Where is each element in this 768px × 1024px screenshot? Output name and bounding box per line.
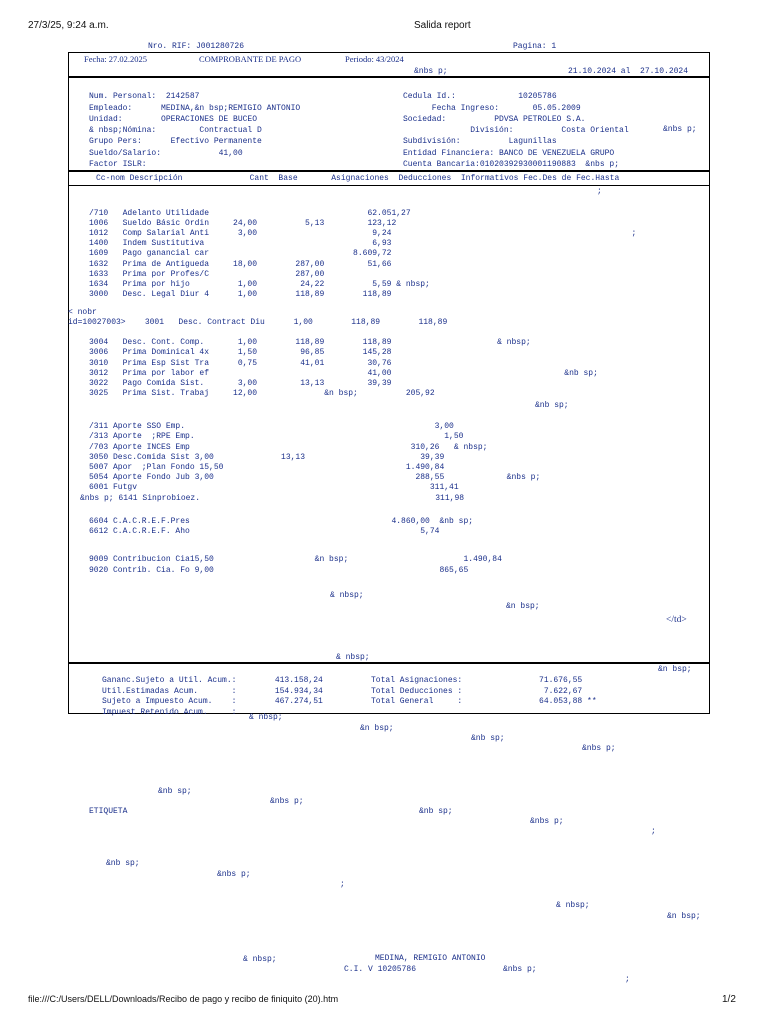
totals-line: Impuest Retenido Acum. : (102, 708, 237, 718)
employee-line: Subdivisión: Lagunillas (403, 137, 557, 147)
employee-line: Cedula Id.: 10205786 (403, 92, 557, 102)
table-row: /710 Adelanto Utilidade 62.051,27 (89, 209, 411, 219)
employee-line: & nbsp;Nómina: Contractual D (89, 126, 262, 136)
table-row: 3022 Pago Comida Sist. 3,00 13,13 39,39 (89, 379, 392, 389)
totals-line: Total Deducciones : 7.622,67 (371, 686, 583, 696)
table-row: 1633 Prima por Profes/C 287,00 (89, 269, 325, 279)
table-row: /311 Aporte SSO Emp. 3,00 (89, 422, 454, 432)
employee-info-left (89, 80, 300, 182)
table-row: 1634 Prima por hijo 1,00 24,22 5,59 & nbsp; (89, 279, 430, 289)
table-row: 1632 Prima de Antiguedа 18,00 287,00 51,66 (89, 259, 392, 269)
table-row: 5054 Aporte Fondo Jub 3,00 288,55 &nbs p; (89, 473, 541, 483)
pay-period: Periodo: 43/2024 (345, 54, 404, 64)
table-row: 1006 Sueldo Básic Ordin 24,00 5,13 123,12 (89, 219, 397, 229)
nbsp-fragment: &nb sp; (106, 859, 140, 868)
table-row: 9020 Contrib. Cia. Fo 9,00 865,65 (89, 566, 469, 575)
employee-line: Entidad Financiera: BANCO DE VENEZUELA GRUPO (403, 148, 615, 158)
table-row: 6001 Futgv 311,41 (89, 483, 459, 493)
nbsp-fragment: &nbs p; (530, 817, 564, 826)
nbsp-fragment: &n bsp; (658, 665, 692, 674)
nbsp-fragment: &nbs p; (414, 67, 448, 76)
nbsp-fragment: &nbs p; (582, 744, 616, 753)
stray-fragment: ; (597, 187, 602, 196)
nbsp-fragment: &n bsp; (360, 724, 394, 733)
employee-line: Factor ISLR: (89, 160, 147, 170)
label-etiqueta: ETIQUETA (89, 807, 128, 816)
employee-line: Cuenta Bancaria:01020392930001190883 &nbs p; (403, 160, 620, 170)
stray-fragment: ; (625, 975, 630, 984)
loan-rows (89, 507, 473, 548)
employee-line: Sueldo/Salario: 41,00 (89, 148, 243, 158)
employee-line: Sociedad: PDVSA PETROLEO S.A. (403, 114, 586, 124)
nbsp-fragment: &n bsp; (506, 602, 540, 611)
table-row: 3012 Prima por labor ef 41,00 &nb sp; (89, 368, 598, 378)
totals-line: Gananc.Sujeto a Util. Acum.: 413.158,24 (102, 675, 323, 685)
employee-id: C.I. V 10205786 (344, 965, 417, 974)
totals-line: Total General : 64.053,88 ** (371, 697, 597, 707)
table-row: 1012 Comp Salarial Anti 3,00 9,24 ; (89, 229, 637, 239)
concept-rows-2 (89, 328, 598, 410)
nbsp-fragment: &n bsp; (667, 912, 701, 921)
rif-number: Nro. RIF: J001280726 (148, 42, 245, 51)
table-row: 3025 Prima Sist. Trabaj 12,00 &n bsp; 205,92 (89, 389, 435, 399)
nbsp-fragment: & nbsp; (336, 653, 370, 662)
totals-right (371, 665, 597, 719)
print-url: file:///C:/Users/DELL/Downloads/Recibo de pago y recibo de finiquito (20).htm (28, 994, 339, 1004)
nbsp-fragment: &nbs p; (217, 870, 251, 879)
table-row: /703 Aporte INCES Emp 310,26 & nbsp; (89, 442, 488, 452)
totals-line: Util.Estimadas Acum. : 154.934,34 (102, 686, 323, 696)
nbsp-fragment: &nbs p; (270, 797, 304, 806)
stray-fragment: ; (340, 880, 345, 889)
nbsp-fragment: &nbs p; (663, 125, 697, 134)
nbsp-fragment: & nbsp; (249, 713, 283, 722)
employee-signature-name: MEDINA, REMIGIO ANTONIO (375, 954, 486, 963)
table-row: 3004 Desc. Cont. Comp. 1,00 118,89 118,89 & nbsp; (89, 338, 531, 348)
table-row: 6612 C.A.C.R.E.F. Aho 5,74 (89, 527, 440, 537)
table-header-divider (68, 185, 709, 186)
employee-line: División: Costa Oriental (403, 126, 629, 136)
issue-date: Fecha: 27.02.2025 (84, 54, 148, 64)
employee-line: Grupo Pers: Efectivo Permanente (89, 137, 262, 147)
table-row: 5007 Apor ;Plan Fondo 15,50 1.490,84 (89, 463, 445, 473)
table-row: 3050 Desc.Comida Sist 3,00 13,13 39,39 (89, 452, 445, 462)
table-row: 3010 Prima Esp Sist Tra 0,75 41,01 30,76 (89, 358, 392, 368)
table-row: 6604 C.A.C.R.E.F.Pres 4.860,00 &nb sp; (89, 517, 474, 527)
table-row: 3006 Prima Dominical 4x 1,50 96,85 145,28 (89, 348, 392, 358)
totals-line: Total Asignaciones: 71.676,55 (371, 675, 583, 685)
table-row: /313 Aporte ;RPE Emp. 1,50 (89, 432, 464, 442)
html-fragment: < nobr (68, 308, 97, 317)
print-page-number: 1/2 (722, 994, 736, 1005)
print-datetime: 27/3/25, 9:24 a.m. (28, 20, 109, 31)
totals-left (102, 665, 323, 730)
nbsp-fragment: &nb sp; (419, 807, 453, 816)
employee-line: Fecha Ingreso: 05.05.2009 (403, 103, 581, 113)
table-row: id=10027003> 3001 Desc. Contract Diu 1,00 118,89 118,89 (68, 318, 448, 327)
employee-info-right (403, 80, 629, 182)
nbsp-fragment: &nb sp; (471, 734, 505, 743)
nbsp-fragment: &nbs p; (503, 965, 537, 974)
employee-line: Empleado: MEDINA,&n bsp;REMIGIO ANTONIO (89, 103, 301, 113)
nbsp-fragment: &nb sp; (158, 787, 192, 796)
table-row: 9009 Contribucion Cia15,50 &n bsp; 1.490,84 (89, 555, 502, 564)
table-row: 1400 Indem Sustitutiva 6,93 (89, 239, 392, 249)
date-range: 21.10.2024 al 27.10.2024 (568, 67, 689, 76)
html-fragment: </td> (666, 615, 687, 625)
table-row: 3000 Desc. Legal Diur 4 1,00 118,89 118,89 (89, 289, 392, 299)
concept-rows (89, 199, 636, 310)
page-label: Pagina: 1 (513, 42, 557, 51)
print-title: Salida report (414, 20, 471, 31)
nbsp-fragment: & nbsp; (330, 591, 364, 600)
nbsp-fragment: & nbsp; (243, 955, 277, 964)
document-title: COMPROBANTE DE PAGO (199, 54, 302, 64)
table-row: 1609 Pago ganancial car 8.609,72 (89, 249, 392, 259)
stray-fragment: ; (651, 827, 656, 836)
nbsp-fragment: & nbsp; (556, 901, 590, 910)
employee-line: Unidad: OPERACIONES DE BUCEO (89, 114, 258, 124)
employee-line: Num. Personal: 2142587 (89, 92, 200, 102)
company-contribution-rows (89, 543, 502, 587)
table-header: Cc-nom Descripción Cant Base Asignaciones Deducciones Informativos Fec.Des de Fec.Hasta (96, 174, 620, 183)
contribution-rows (89, 412, 540, 504)
nbsp-fragment: &nb sp; (535, 401, 569, 410)
table-row: &nbs p; 6141 Sinprobioez. 311,98 (80, 494, 465, 503)
totals-line: Sujeto a Impuesto Acum. : 467.274,51 (102, 697, 323, 707)
